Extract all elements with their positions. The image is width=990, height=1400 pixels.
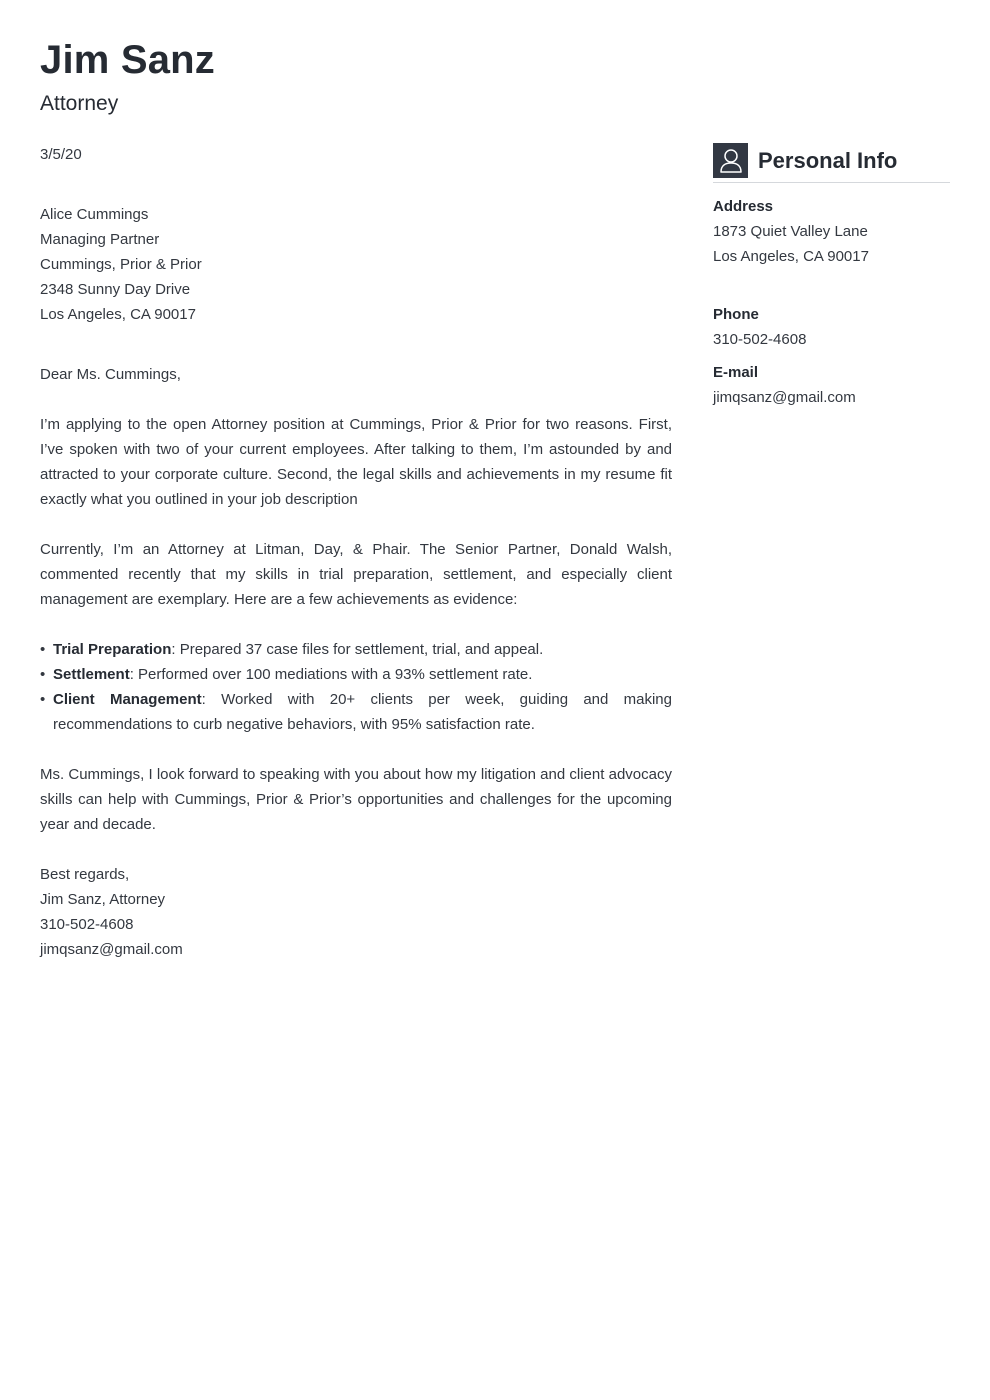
greeting: Dear Ms. Cummings, — [40, 366, 181, 383]
section-title: Personal Info — [758, 147, 898, 173]
achievement-text: : Prepared 37 case files for settlement, trial, and appeal. — [171, 641, 544, 658]
address-label: Address — [713, 198, 774, 215]
paragraph-current-role: Currently, I’m an Attorney at Litman, Day, & Phair. The Senior Partner, Donald Walsh, commented recently that my skills in trial preparation, settlement, and especially client management are exemplary. Here are a few achievements as evidence: — [40, 541, 672, 608]
person-icon — [713, 143, 748, 178]
recipient-position: Managing Partner — [40, 231, 160, 248]
email-value: jimqsanz@gmail.com — [713, 389, 856, 406]
phone-block — [713, 302, 950, 352]
section-header — [713, 143, 950, 183]
paragraph-intro: I’m applying to the open Attorney position at Cummings, Prior & Prior for two reasons. First, I’ve spoken with two of your current employees. After talking to them, I’m astounded by and attracted to your corporate culture. Second, the legal skills and achievements in my resume fit exactly what you outlined in your job description — [40, 416, 672, 508]
recipient-street: 2348 Sunny Day Drive — [40, 281, 191, 298]
signature-block — [40, 862, 672, 962]
recipient-name: Alice Cummings — [40, 206, 149, 223]
list-item — [40, 687, 672, 737]
achievement-text: : Worked with 20+ clients per week, guiding and making recommendations to curb negative behaviors, with 95% satisfaction rate. — [53, 691, 672, 733]
bullet-icon: • — [40, 666, 46, 683]
address-block — [713, 194, 950, 269]
letter-date: 3/5/20 — [40, 146, 82, 163]
email-label: E-mail — [713, 364, 759, 381]
list-item — [40, 637, 672, 662]
address-line: 1873 Quiet Valley Lane — [713, 223, 868, 240]
recipient-company: Cummings, Prior & Prior — [40, 256, 202, 273]
list-item — [40, 662, 672, 687]
phone-label: Phone — [713, 306, 759, 323]
recipient-block — [40, 202, 672, 327]
achievement-term: Settlement — [53, 666, 130, 683]
signature-phone: 310-502-4608 — [40, 916, 134, 933]
achievement-term: Client Management — [53, 691, 202, 708]
sign-off: Best regards, — [40, 866, 130, 883]
phone-value: 310-502-4608 — [713, 331, 807, 348]
achievement-text: : Performed over 100 mediations with a 93% settlement rate. — [129, 666, 533, 683]
signature-email: jimqsanz@gmail.com — [40, 941, 183, 958]
applicant-title: Attorney — [40, 92, 119, 115]
address-line: Los Angeles, CA 90017 — [713, 248, 869, 265]
achievement-term: Trial Preparation — [53, 641, 172, 658]
recipient-city: Los Angeles, CA 90017 — [40, 306, 196, 323]
achievements-list — [40, 637, 672, 737]
signature-name: Jim Sanz, Attorney — [40, 891, 166, 908]
email-block — [713, 360, 950, 410]
bullet-icon: • — [40, 641, 46, 658]
applicant-name: Jim Sanz — [40, 38, 215, 82]
personal-info-sidebar — [713, 143, 950, 410]
paragraph-closing: Ms. Cummings, I look forward to speaking with you about how my litigation and client advocacy skills can help with Cummings, Prior & Prior’s opportunities and challenges for the upcoming year and decade. — [40, 766, 672, 833]
letter-body — [40, 142, 672, 962]
bullet-icon: • — [40, 691, 46, 708]
